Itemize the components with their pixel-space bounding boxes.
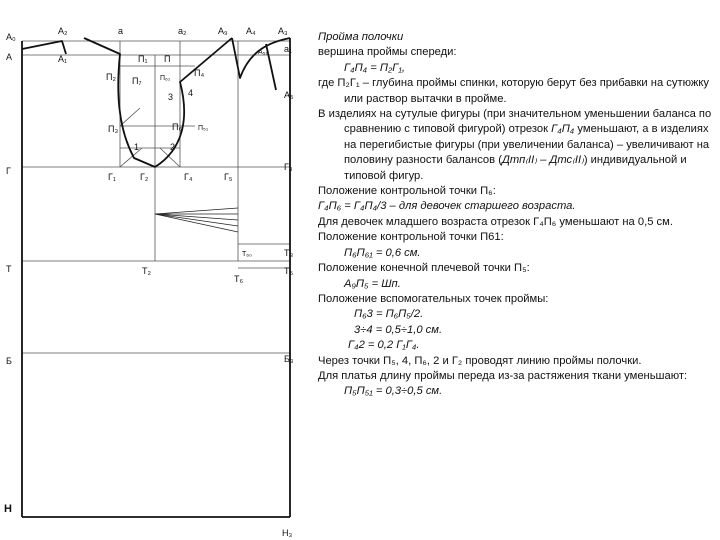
label-p: П [164,54,171,64]
label-p2: П₂ [106,72,116,82]
label-b: Б [6,356,12,366]
label-a5: А₅ [284,90,294,100]
text-line-6: Положение контрольной точки П61: [318,231,504,244]
text-line-4: Положение контрольной точки П₆: [318,185,496,198]
label-a2-small: а₂ [178,26,187,36]
label-p6: П₆ [172,122,183,132]
label-a51: А₅₁ [258,49,268,56]
label-n1: 1 [134,142,140,152]
formula-1: Г₄П₄ = П₂Г₁, [344,61,406,74]
label-p3: П₃ [108,124,119,134]
label-a: А [6,52,13,62]
text-line-7: Положение конечной плечевой точки П₅: [318,262,530,275]
construction-lines [22,41,293,353]
label-g2: Г₂ [140,172,149,182]
text-line-5: Для девочек младшего возраста отрезок Г₄П₆ уменьшают на 0,5 см. [318,215,673,228]
label-a9: А₉ [218,26,228,36]
label-p7: П₇ [132,76,142,86]
formula-4: А₉П₅ = Шп. [344,277,401,290]
pattern-drawing [0,0,310,540]
label-t5: Т₅ [284,266,294,276]
label-a2: А₂ [58,26,68,36]
back-neck-line [22,41,66,54]
formula-3: П₆П₆₁ = 0,6 см. [344,246,421,259]
label-p4: П₄ [194,68,205,78]
text-line-3c: ) индивидуальной и типовой фигур. [344,154,687,182]
label-a0: А₀ [6,32,16,42]
formula-5: П₆3 = П₆П₅/2. [354,308,424,321]
label-p1: П₁ [138,54,148,64]
label-h: Н [4,503,12,515]
label-p51: П₅₁ [198,125,209,132]
label-p61: П₆₁ [160,75,171,82]
text-line-3-formula: Дтп₍II₎ – Дтс₍II₎ [501,154,584,167]
formula-8: П₅П₅₁ = 0,3÷0,5 см. [344,385,443,398]
line-p1-p3-diag [120,108,140,126]
label-g5: Г₅ [224,172,233,182]
label-g3: Г₃ [284,162,293,172]
label-a4: А₄ [246,26,256,36]
label-a: а [118,26,124,36]
label-a1: А₁ [58,54,68,64]
text-line-10: Для платья длину проймы переда из-за растяжения ткани уменьшают: [318,369,688,382]
text-line-3 [318,107,714,184]
formula-7: Г₄2 = 0,2 Г₁Г₄. [348,339,420,352]
label-n4: 4 [188,88,194,98]
formula-6: 3÷4 = 0,5÷1,0 см. [354,323,443,336]
text-line-3b: уменьшают, а в изделиях на перегибистые фигуры (при увеличении баланса) – увеличивают на половину разности балансов ( [344,123,710,167]
section-title: Пройма полочки [318,31,404,43]
text-line-9: Через точки П₅, 4, П₆, 2 и Г₂ проводят линию проймы полочки. [318,354,642,367]
label-g1: Г₁ [108,172,116,182]
pattern-outline [22,38,293,517]
label-g: Г [6,166,11,176]
label-n3: 3 [168,92,174,102]
bust-dart [155,208,238,232]
label-g4: Г₄ [184,172,193,182]
label-t60: Т₆₀ [242,251,253,258]
label-b3: Б₃ [284,354,294,364]
point-labels [4,26,294,538]
label-a1-small: а₁ [284,44,293,54]
text-line-3-segment: Г₄П₄ [551,123,575,136]
label-t2: Т₂ [142,266,151,276]
text-line-8: Положение вспомогательных точек проймы: [318,292,549,305]
text-line-2: где П₂Г₁ – глубина проймы спинки, которую берут без прибавки на сутюжку или раствор вытачки в пройме. [318,77,709,105]
front-neck-line [232,38,293,78]
text-line-1: вершина проймы спереди: [318,46,457,59]
text-line-3a: В изделиях на сутулые фигуры (при значительном уменьшении баланса по сравнению с типовой фигурой) отрезок [318,108,712,136]
label-t: Т [6,264,12,274]
label-n2: 2 [170,142,176,152]
text-panel [318,30,714,400]
label-a3: А₃ [278,26,288,36]
label-h3: Н₃ [282,528,293,538]
formula-2: Г₄П₆ = Г₄П₄/3 – для девочек старшего возраста. [318,200,576,213]
label-t3: Т₃ [284,248,294,258]
label-t6: Т₆ [234,274,244,284]
